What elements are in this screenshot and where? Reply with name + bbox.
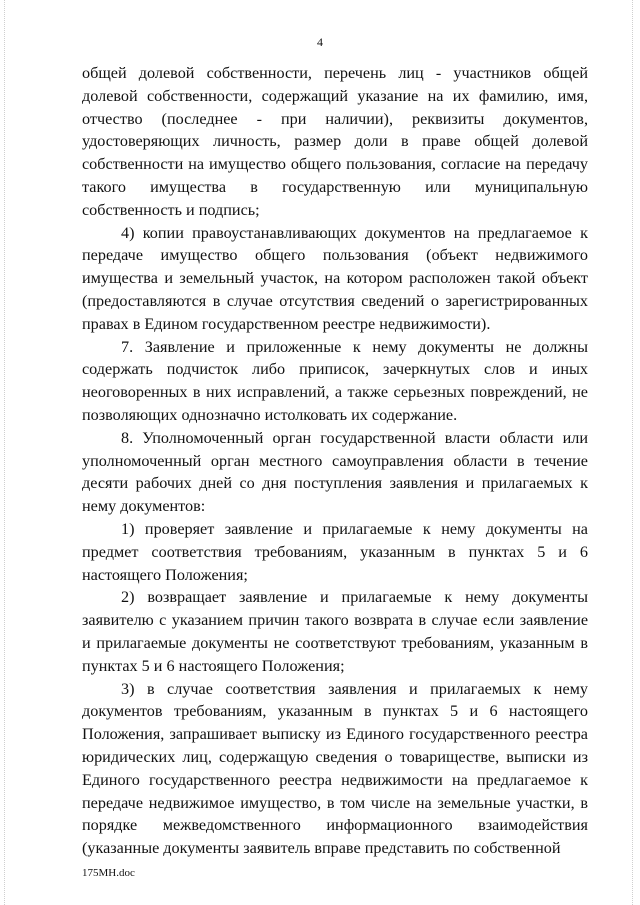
paragraph-clause-8: 8. Уполномоченный орган государственной власти области или уполномоченный орган местного самоуправления области в течение десяти рабочих дней со дня поступления заявления и прилагаемых к нему документов:: [82, 428, 588, 516]
footer-filename: 175MH.doc: [82, 867, 135, 879]
paragraph-continuation: общей долевой собственности, перечень лиц - участников общей долевой собственности, содержащий указание на их фамилию, имя, отчество (последнее - при наличии), реквизиты документов, удостоверяющих личность, размер доли в праве общей долевой собственности на имущество общего пользования, согласие на передачу такого имущества в государственную или муниципальную собственность и подпись;: [82, 64, 588, 219]
page-number: 4: [317, 35, 323, 49]
paragraph-subitem-1: 1) проверяет заявление и прилагаемые к нему документы на предмет соответствия требованиям, указанным в пунктах 5 и 6 настоящего Положения;: [82, 519, 588, 584]
paragraph-subitem-2: 2) возвращает заявление и прилагаемые к нему документы заявителю с указанием причин такого возврата в случае если заявление и прилагаемые документы не соответствуют требованиям, указанным в пунктах 5 и 6 настоящего Положения;: [82, 588, 588, 675]
scan-edge-left: [4, 0, 6, 905]
paragraph-clause-7: 7. Заявление и приложенные к нему документы не должны содержать подчисток либо приписок, зачеркнутых слов и иных неоговоренных в них исправлений, а также серьезных повреждений, не позволяющих однозначно истолковать их содержание.: [82, 337, 588, 424]
paragraph-item-4: 4) копии правоустанавливающих документов на предлагаемое к передаче имущество общего пользования (объект недвижимого имущества и земельный участок, на котором расположен такой объект (предоставляются в случае отсутствия сведений о зарегистрированных правах в Едином государственном реестре недвижимости).: [82, 223, 588, 333]
scan-edge-right: [632, 0, 634, 905]
document-body: [82, 62, 588, 860]
paragraph-subitem-3: 3) в случае соответствия заявления и прилагаемых к нему документов требованиям, указанным в пунктах 5 и 6 настоящего Положения, запрашивает выписку из Единого государственного реестра юридических лиц, содержащую сведения о товариществе, выписки из Единого государственного реестра недвижимости на предлагаемое к передаче недвижимое имущество, в том числе на земельные участки, в порядке межведомственного информационного взаимодействия (указанные документы заявитель вправе представить по собственной: [82, 679, 588, 858]
